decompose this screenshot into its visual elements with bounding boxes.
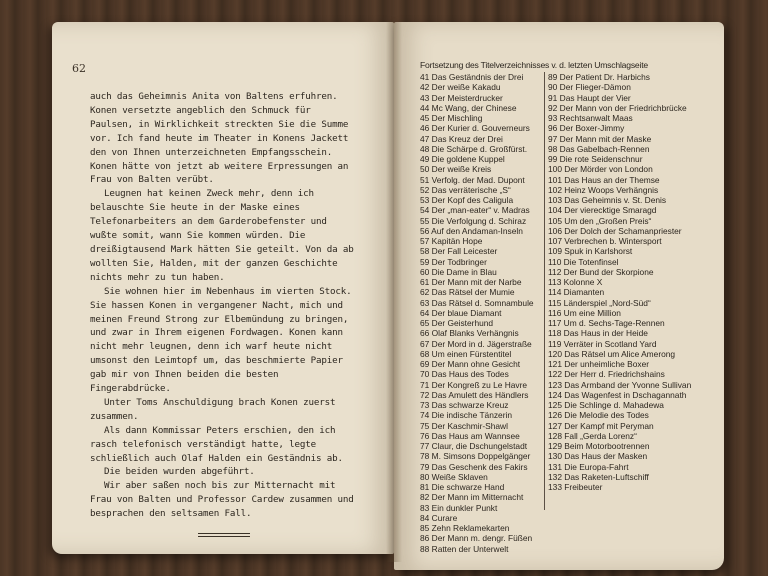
page-number: 62 xyxy=(72,62,86,75)
catalog-entry: 54 Der „man-eater“ v. Madras xyxy=(420,205,530,216)
catalog-entry: 68 Um einen Fürstentitel xyxy=(420,348,512,359)
catalog-entry: 65 Der Geisterhund xyxy=(420,318,494,328)
catalog-entry: 124 Das Wagenfest in Dschagannath xyxy=(548,389,687,400)
title-catalog xyxy=(420,72,720,554)
catalog-entry: 97 Der Mann mit der Maske xyxy=(548,133,652,144)
catalog-entry: 114 Diamanten xyxy=(548,287,605,298)
catalog-entry: 125 Die Schlinge d. Mahadewa xyxy=(548,400,664,410)
catalog-entry: 127 Der Kampf mit Peryman xyxy=(548,420,654,431)
catalog-entry: 128 Fall „Gerda Lorenz“ xyxy=(548,430,637,441)
catalog-entry: 71 Der Kongreß zu Le Havre xyxy=(420,379,528,390)
end-ornament xyxy=(198,533,250,537)
catalog-entry: 122 Der Herr d. Friedrichshains xyxy=(548,369,665,380)
catalog-entry: 56 Auf den Andaman-Inseln xyxy=(420,225,523,236)
catalog-entry: 118 Das Haus in der Heide xyxy=(548,328,648,339)
catalog-entry: 63 Das Rätsel d. Somnambule xyxy=(420,297,534,308)
catalog-entry: 92 Der Mann von der Friedrichbrücke xyxy=(548,102,687,113)
catalog-entry: 45 Der Mischling xyxy=(420,113,483,123)
catalog-entry: 96 Der Boxer-Jimmy xyxy=(548,123,625,134)
catalog-entry: 52 Das verräterische „S“ xyxy=(420,184,511,195)
story-paragraph: Die beiden wurden abgeführt. xyxy=(104,466,255,478)
catalog-entry: 132 Das Raketen-Luftschiff xyxy=(548,471,649,482)
catalog-entry: 41 Das Geständnis der Drei xyxy=(420,72,524,82)
catalog-entry: 59 Der Todbringer xyxy=(420,256,487,267)
catalog-entry: 110 Die Totenfinsel xyxy=(548,256,619,267)
catalog-entry: 46 Der Kurier d. Gouverneurs xyxy=(420,123,530,134)
catalog-entry: 62 Das Rätsel der Mumie xyxy=(420,287,515,298)
catalog-column-left xyxy=(420,72,545,554)
story-paragraph: Sie wohnen hier im Nebenhaus im vierten Stock. Sie hassen Konen in vergangener Nacht, mich und meinen Freund Strong zur Elbemündung zu bringen, und zwar in Ihrem eigenen Fordwagen. Konen kann nicht mehr leugnen, denn ich warf heute nicht umsonst den Leimtopf um, das beschmierte Papier gab mir von Ihnen beiden die besten Fingerabdrücke. xyxy=(90,285,352,395)
catalog-entry: 44 Mc Wang, der Chinese xyxy=(420,102,517,113)
catalog-entry: 83 Ein dunkler Punkt xyxy=(420,502,498,513)
catalog-entry: 47 Das Kreuz der Drei xyxy=(420,133,503,144)
catalog-entry: 51 Verfolg. der Mad. Dupont xyxy=(420,174,525,185)
catalog-entry: 103 Das Geheimnis v. St. Denis xyxy=(548,195,667,205)
catalog-entry: 77 Claur, die Dschungelstadt xyxy=(420,441,528,451)
catalog-entry: 75 Der Kaschmir-Shawl xyxy=(420,420,508,431)
catalog-entry: 49 Die goldene Kuppel xyxy=(420,154,505,164)
catalog-entry: 93 Rechtsanwalt Maas xyxy=(548,113,633,123)
catalog-entry: 89 Der Patient Dr. Harbichs xyxy=(548,72,650,82)
catalog-entry: 98 Das Gabelbach-Rennen xyxy=(548,143,650,154)
catalog-entry: 91 Das Haupt der Vier xyxy=(548,92,631,103)
story-text xyxy=(90,90,358,537)
catalog-entry: 78 M. Simsons Doppelgänger xyxy=(420,451,531,462)
catalog-entry: 81 Die schwarze Hand xyxy=(420,482,505,492)
catalog-entry: 107 Verbrechen b. Wintersport xyxy=(548,236,662,246)
catalog-entry: 99 Die rote Seidenschnur xyxy=(548,154,643,164)
story-paragraph: Als dann Kommissar Peters erschien, den ich rasch telefonisch verständigt hatte, legte schließlich auch Olaf Halden ein Geständnis ab. xyxy=(90,424,343,464)
catalog-entry: 123 Das Armband der Yvonne Sullivan xyxy=(548,379,692,390)
catalog-column-right xyxy=(548,72,720,492)
story-paragraph: Unter Toms Anschuldigung brach Konen zuerst zusammen. xyxy=(90,396,336,422)
catalog-entry: 130 Das Haus der Masken xyxy=(548,451,648,462)
catalog-entry: 86 Der Mann m. dengr. Füßen xyxy=(420,533,533,544)
catalog-entry: 101 Das Haus an der Themse xyxy=(548,174,660,185)
catalog-entry: 43 Der Meisterdrucker xyxy=(420,92,503,103)
catalog-entry: 74 Die indische Tänzerin xyxy=(420,410,513,421)
catalog-entry: 69 Der Mann ohne Gesicht xyxy=(420,359,521,369)
catalog-entry: 121 Der unheimliche Boxer xyxy=(548,359,650,369)
catalog-entry: 104 Der vierecktige Smaragd xyxy=(548,205,657,216)
catalog-entry: 119 Verräter in Scotland Yard xyxy=(548,338,657,349)
catalog-entry: 100 Der Mörder von London xyxy=(548,164,653,175)
catalog-entry: 84 Curare xyxy=(420,512,458,523)
catalog-entry: 116 Um eine Million xyxy=(548,307,621,318)
story-paragraph: Wir aber saßen noch bis zur Mitternacht mit Frau von Balten und Professor Cardew zusammen und besprachen den seltsamen Fall. xyxy=(90,480,354,520)
catalog-entry: 106 Der Dolch der Schamanpriester xyxy=(548,225,682,236)
catalog-entry: 117 Um d. Sechs-Tage-Rennen xyxy=(548,318,665,328)
catalog-entry: 60 Die Dame in Blau xyxy=(420,266,497,277)
catalog-entry: 66 Olaf Blanks Verhängnis xyxy=(420,328,519,339)
catalog-entry: 126 Die Melodie des Todes xyxy=(548,410,649,421)
catalog-entry: 80 Weiße Sklaven xyxy=(420,471,488,482)
story-paragraph: auch das Geheimnis Anita von Baltens erfuhren. Konen versetzte angeblich den Schmuck für Paulsen, in Wirklichkeit streckten Sie die Summe vor. Ich fand heute im Theater in Konens Jackett den von Ihnen unterzeichneten Empfangsschein. Konen hätte von jetzt ab weitere Erpressungen an Frau von Balten verübt. xyxy=(90,91,349,186)
catalog-entry: 131 Die Europa-Fahrt xyxy=(548,461,629,472)
catalog-entry: 129 Beim Motorbootrennen xyxy=(548,441,650,451)
catalog-entry: 42 Der weiße Kakadu xyxy=(420,82,501,93)
catalog-entry: 85 Zehn Reklamekarten xyxy=(420,523,510,533)
catalog-entry: 120 Das Rätsel um Alice Amerong xyxy=(548,348,676,359)
catalog-entry: 55 Die Verfolgung d. Schiraz xyxy=(420,215,527,226)
catalog-entry: 82 Der Mann im Mitternacht xyxy=(420,492,524,503)
catalog-entry: 113 Kolonne X xyxy=(548,277,603,287)
catalog-heading: Fortsetzung des Titelverzeichnisses v. d. letzten Umschlagseite xyxy=(420,60,648,70)
catalog-entry: 133 Freibeuter xyxy=(548,482,603,492)
catalog-entry: 72 Das Amulett des Händlers xyxy=(420,389,529,400)
catalog-entry: 73 Das schwarze Kreuz xyxy=(420,400,509,410)
catalog-entry: 112 Der Bund der Skorpione xyxy=(548,266,654,277)
catalog-entry: 67 Der Mord in d. Jägerstraße xyxy=(420,338,532,349)
catalog-entry: 58 Der Fall Leicester xyxy=(420,246,498,257)
catalog-entry: 76 Das Haus am Wannsee xyxy=(420,430,520,441)
catalog-entry: 105 Um den „Großen Preis“ xyxy=(548,215,652,226)
catalog-entry: 79 Das Geschenk des Fakirs xyxy=(420,461,528,472)
catalog-entry: 48 Die Schärpe d. Großfürst. xyxy=(420,143,528,154)
catalog-entry: 90 Der Flieger-Dämon xyxy=(548,82,631,93)
catalog-entry: 70 Das Haus des Todes xyxy=(420,369,509,380)
catalog-entry: 88 Ratten der Unterwelt xyxy=(420,543,509,554)
catalog-entry: 61 Der Mann mit der Narbe xyxy=(420,277,522,287)
catalog-entry: 53 Der Kopf des Caligula xyxy=(420,195,514,205)
catalog-entry: 102 Heinz Woops Verhängnis xyxy=(548,184,659,195)
catalog-entry: 115 Länderspiel „Nord-Süd“ xyxy=(548,297,651,308)
catalog-entry: 50 Der weiße Kreis xyxy=(420,164,492,175)
book-spine xyxy=(386,22,402,562)
catalog-entry: 64 Der blaue Diamant xyxy=(420,307,502,318)
catalog-entry: 57 Kapitän Hope xyxy=(420,236,483,246)
catalog-entry: 109 Spuk in Karlshorst xyxy=(548,246,633,257)
story-paragraph: Leugnen hat keinen Zweck mehr, denn ich belauschte Sie heute in der Maske eines Telefonarbeiters an dem Garderobefenster und wußte somit, wann Sie kommen würden. Die dreißigtausend Mark hätten Sie geteilt. Von da ab wollten Sie, Halden, mit der ganzen Geschichte nichts mehr zu tun haben. xyxy=(90,188,354,283)
